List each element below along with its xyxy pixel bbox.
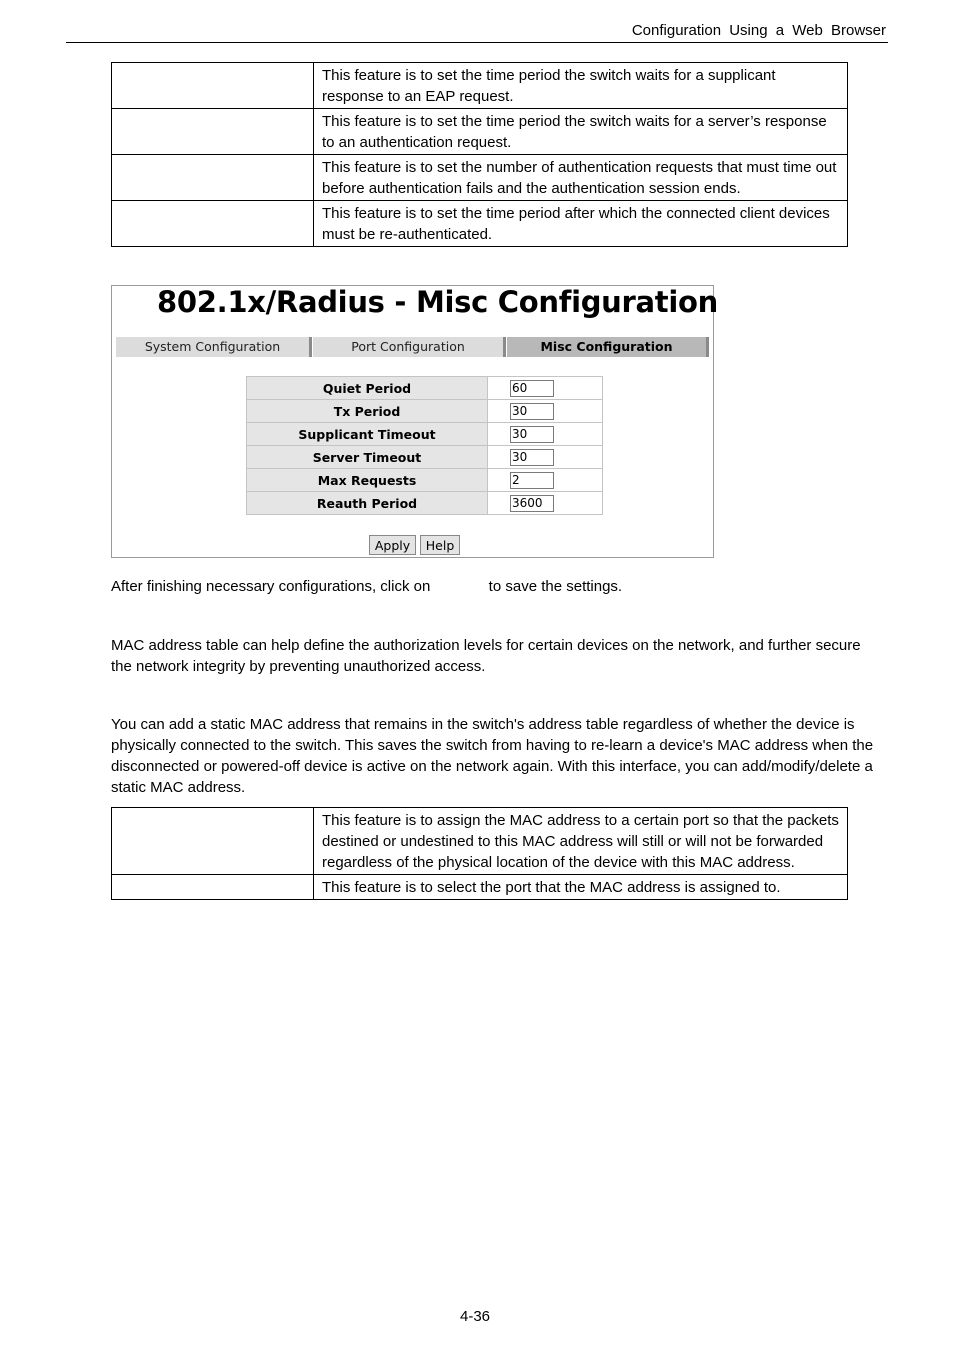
tab-misc-configuration[interactable]: Misc Configuration	[507, 337, 709, 357]
form-row	[247, 423, 603, 446]
feature-name-cell	[112, 63, 314, 109]
table-row	[112, 201, 848, 247]
table-row	[112, 875, 848, 900]
supplicant-timeout-label: Supplicant Timeout	[247, 423, 488, 446]
mac-table-intro-paragraph: MAC address table can help define the authorization levels for certain devices on the network, and further secure the network integrity by preventing unauthorized access.	[111, 637, 861, 675]
form-row	[247, 446, 603, 469]
apply-button[interactable]: Apply	[369, 535, 416, 555]
form-row	[247, 400, 603, 423]
misc-config-screenshot	[111, 285, 718, 558]
supplicant-timeout-input[interactable]	[510, 426, 554, 443]
tx-period-input[interactable]	[510, 403, 554, 420]
apply-instruction-paragraph	[111, 576, 881, 597]
feature-description-cell: This feature is to set the time period the switch waits for a server’s response to an authentication request.	[314, 109, 848, 155]
feature-table-1	[111, 62, 848, 247]
feature-description-cell: This feature is to set the number of authentication requests that must time out before authentication fails and the authentication session ends.	[314, 155, 848, 201]
header-rule	[66, 42, 888, 43]
feature-name-cell	[112, 808, 314, 875]
quiet-period-label: Quiet Period	[247, 377, 488, 400]
form-row	[247, 492, 603, 515]
paragraph-text: to save the settings.	[488, 578, 623, 595]
server-timeout-label: Server Timeout	[247, 446, 488, 469]
tx-period-label: Tx Period	[247, 400, 488, 423]
feature-name-cell	[112, 155, 314, 201]
running-header: Configuration Using a Web Browser	[631, 22, 886, 39]
feature-table-2	[111, 807, 848, 900]
static-mac-paragraph: You can add a static MAC address that remains in the switch's address table regardless of whether the device is physically connected to the switch. This saves the switch from having to re-learn a device's MAC address when the disconnected or powered-off device is active on the network again. With this interface, you can add/modify/delete a static MAC address.	[111, 716, 874, 796]
paragraph-text: After finishing necessary configurations, click on	[111, 578, 431, 595]
feature-name-cell	[112, 109, 314, 155]
tab-system-configuration[interactable]: System Configuration	[116, 337, 312, 357]
table-row	[112, 808, 848, 875]
feature-name-cell	[112, 875, 314, 900]
feature-description-cell: This feature is to assign the MAC address to a certain port so that the packets destined or undestined to this MAC address will still or will not be forwarded regardless of the physical location of the device with this MAC address.	[314, 808, 848, 875]
max-requests-input[interactable]	[510, 472, 554, 489]
panel-title: 802.1x/Radius - Misc Configuration	[157, 285, 718, 319]
quiet-period-input[interactable]	[510, 380, 554, 397]
form-row	[247, 377, 603, 400]
max-requests-label: Max Requests	[247, 469, 488, 492]
misc-config-form	[246, 376, 603, 515]
table-row	[112, 63, 848, 109]
help-button[interactable]: Help	[420, 535, 460, 555]
server-timeout-input[interactable]	[510, 449, 554, 466]
table-row	[112, 155, 848, 201]
feature-description-cell: This feature is to set the time period the switch waits for a supplicant response to an EAP request.	[314, 63, 848, 109]
tab-bar	[116, 337, 710, 358]
table-row	[112, 109, 848, 155]
feature-description-cell: This feature is to set the time period after which the connected client devices must be re-authenticated.	[314, 201, 848, 247]
feature-name-cell	[112, 201, 314, 247]
page-number: 4-36	[460, 1308, 491, 1325]
reauth-period-input[interactable]	[510, 495, 554, 512]
reauth-period-label: Reauth Period	[247, 492, 488, 515]
feature-description-cell: This feature is to select the port that the MAC address is assigned to.	[314, 875, 848, 900]
tab-port-configuration[interactable]: Port Configuration	[313, 337, 506, 357]
form-row	[247, 469, 603, 492]
